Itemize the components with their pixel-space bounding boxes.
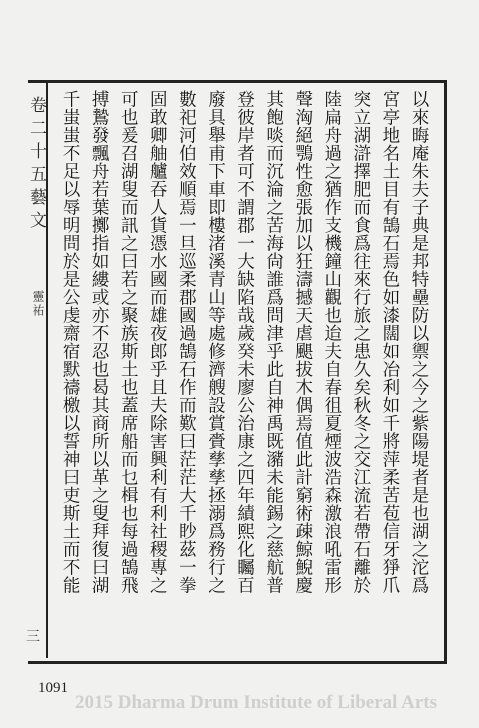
watermark: 2015 Dharma Drum Institute of Liberal Arts: [74, 692, 438, 713]
text-column-3: 突立湖滸擇肥而食爲往來行旅之患久矣秋冬之交江流若帶石離於: [350, 90, 371, 594]
text-column-1: 以來晦庵朱夫子典是邦特壘防以禦之今之紫陽堤者是也湖之沱爲: [409, 90, 429, 594]
text-column-13: 千蚩蚩不足以辱明問於是公虔齋宿默禱檄以誓神曰吏斯土而不能: [60, 90, 81, 594]
text-column-4: 陸扁舟過之猶作支機鐘山觀也迨夫自春徂夏煙波浩森激浪吼雷形: [321, 90, 342, 594]
text-column-12: 搏鷙發飄舟若葉擲指如縷或亦不忍也曷其商所以革之叟拜復曰湖: [89, 90, 110, 594]
text-column-7: 登彼岸者可不謂郡一大缺陷哉歲癸未廖公治康之四年績熙化矚百: [234, 90, 255, 594]
text-column-5: 聲洶絕鶚性愈張加以狂濤撼天虐颶拔木偶焉值此計窮術疎鯨鯢慶: [292, 90, 313, 594]
page-number: 1091: [38, 680, 68, 696]
text-column-2: 宮亭地名土目有鵠石焉色如漆闊如冶利如千將萍柔苦苞信牙猙爪: [379, 90, 400, 594]
text-column-8: 廢具舉甫下車即樓渚溪青山等處修濟艘設賞賫孳孳拯溺爲務行之: [205, 90, 226, 594]
text-column-6: 其飽啖而沉淪之苦海尙誰爲問津乎此自神禹既瀦未能錫之慈航普: [263, 90, 284, 594]
margin-subtitle: 靈祐: [31, 290, 45, 318]
text-column-11: 可也爰召湖叟而訊之曰若之聚族斯土也蓋席船而乜楫也每過鵠飛: [118, 90, 139, 594]
text-body: [56, 90, 434, 650]
margin-title: 卷二十五藝文: [26, 96, 46, 234]
text-column-10: 固敢卿舳艫吞人貨憑水國而雄夜郎乎且夫除害興利有利社稷專之: [147, 90, 168, 594]
text-column-9: 數祀河伯效順焉一旦巡柔郡國過鵠石作而歎曰茫茫大千眇茲一拳: [176, 90, 197, 594]
margin-page-marker: 三: [26, 629, 40, 645]
